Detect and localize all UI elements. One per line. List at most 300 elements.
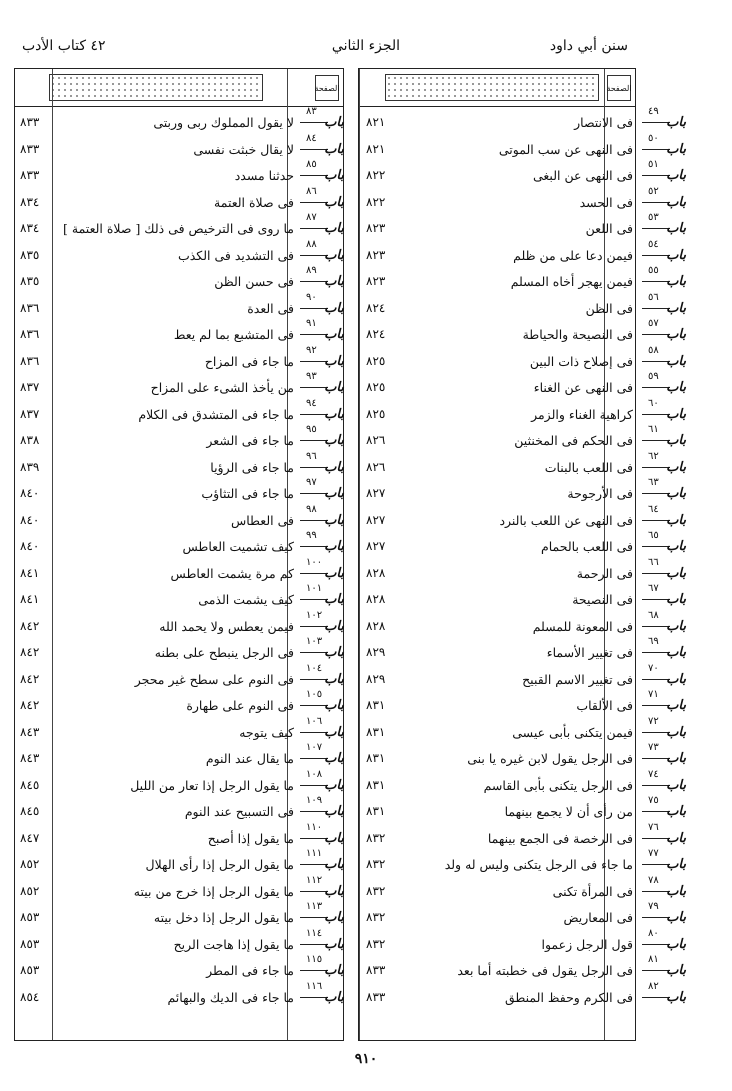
- page-ref: ٨٥٣: [20, 936, 40, 951]
- chapter-title: ما يقول إذا هاجت الريح: [173, 936, 294, 952]
- bab-word: باب: [324, 751, 344, 766]
- chapter-number: ١١٣: [306, 901, 323, 912]
- chapter-title: كراهية الغناء والزمر: [531, 406, 633, 422]
- bab-word: باب: [324, 247, 344, 263]
- chapter-row: [14, 795, 356, 828]
- bab-word: باب: [666, 512, 686, 528]
- bab-word: باب: [666, 592, 686, 607]
- chapter-title: فى الحكم فى المخنثين: [514, 433, 633, 448]
- chapter-title: ما يقول الرجل إذا تعار من الليل: [130, 777, 294, 793]
- chapter-number: ٥٧: [648, 318, 659, 329]
- bab-word: باب: [666, 459, 686, 475]
- chapter-number: ٧٣: [648, 742, 659, 753]
- chapter-number: ١١٥: [306, 954, 323, 965]
- bab-word: باب: [666, 141, 686, 157]
- bab-word: باب: [666, 724, 686, 740]
- chapter-number: ٩٣: [306, 371, 317, 382]
- chapter-number: ٧٩: [648, 901, 659, 912]
- bab-word: باب: [324, 539, 344, 554]
- chapter-title: كيف يشمت الذمى: [198, 592, 294, 607]
- chapter-number: ١٠٣: [306, 636, 323, 647]
- chapter-row: [14, 238, 356, 272]
- chapter-number: ٥٩: [648, 371, 659, 382]
- chapter-title: فى الرجل يقول لابن غيره يا بنى: [467, 751, 633, 766]
- chapter-row: [14, 609, 356, 643]
- bab-word: باب: [666, 777, 686, 793]
- page-ref: ٨٣٣: [366, 989, 386, 1004]
- chapter-number: ٧١: [648, 689, 659, 700]
- chapter-row: [358, 901, 716, 934]
- bab-word: باب: [666, 406, 686, 422]
- chapter-title: فى صلاة العتمة: [214, 194, 294, 210]
- page-ref: ٨٤٢: [20, 618, 40, 633]
- chapter-title: ما جاء فى المطر: [206, 963, 294, 978]
- bab-word: باب: [666, 751, 686, 766]
- chapter-number: ٨٣: [306, 106, 317, 117]
- chapter-number: ١٠٤: [306, 662, 323, 674]
- page-ref: ٨٢٣: [366, 221, 386, 235]
- bab-word: باب: [324, 830, 344, 846]
- chapter-number: ١٠٦: [306, 715, 323, 727]
- chapter-title: فى تغيير الاسم القبيح: [522, 671, 633, 687]
- page-ref: ٨٣١: [366, 698, 386, 712]
- chapter-row: [14, 318, 356, 351]
- chapter-number: ٥٥: [648, 265, 659, 276]
- chapter-row: [14, 185, 356, 219]
- page-ref: ٨٢٧: [366, 539, 386, 553]
- chapter-number: ٨٩: [306, 265, 317, 276]
- chapter-number: ٨٦: [306, 185, 317, 197]
- bab-word: باب: [324, 194, 344, 210]
- chapter-title: فيمن يهجر أخاه المسلم: [510, 274, 633, 289]
- chapter-number: ٩٩: [306, 530, 317, 541]
- dotted-header-band: [385, 74, 599, 101]
- bab-word: باب: [666, 883, 686, 899]
- chapter-number: ٧٦: [648, 821, 659, 833]
- bab-word: باب: [324, 698, 344, 713]
- page-ref: ٨٢٤: [366, 327, 386, 341]
- bab-word: باب: [324, 353, 344, 369]
- chapter-number: ٥٦: [648, 291, 659, 303]
- chapter-row: [358, 609, 716, 643]
- chapter-row: [14, 265, 356, 298]
- page-ref: ٨٣١: [366, 751, 386, 765]
- chapter-title: فى النهى عن اللعب بالنرد: [499, 512, 633, 528]
- chapter-row: [358, 848, 716, 881]
- chapter-title: فى النهى عن سب الموتى: [498, 141, 633, 157]
- chapter-number: ٦٤: [648, 503, 659, 515]
- page-ref: ٨٣٣: [20, 141, 40, 156]
- chapter-number: ٥٤: [648, 238, 659, 250]
- chapter-title: ما يقال عند النوم: [205, 751, 294, 766]
- page-ref: ٨٤١: [20, 592, 40, 606]
- chapter-number: ٨١: [648, 954, 659, 965]
- page-ref: ٨٣٣: [20, 168, 40, 182]
- page-ref: ٨٤٠: [20, 539, 40, 553]
- chapter-number: ٩٧: [306, 477, 317, 488]
- chapter-title: ما يقول الرجل إذا دخل بيته: [153, 910, 294, 925]
- bab-word: باب: [324, 989, 344, 1005]
- page-ref: ٨٣٢: [366, 936, 386, 951]
- chapter-title: فى العدة: [247, 300, 294, 316]
- page-number: ٩١٠: [354, 1051, 378, 1067]
- chapter-title: من يأخذ الشىء على المزاح: [150, 380, 294, 395]
- chapter-number: ٦١: [648, 424, 659, 435]
- page-ref: ٨٢٣: [366, 274, 386, 288]
- bab-label: [300, 980, 344, 1010]
- page-ref: ٨٣٦: [20, 300, 40, 315]
- bab-word: باب: [324, 327, 344, 342]
- chapter-row: [14, 212, 356, 245]
- chapter-title: فيمن دعا على من ظلم: [513, 247, 633, 263]
- chapter-row: [14, 132, 356, 166]
- chapter-row: [14, 477, 356, 510]
- chapter-number: ١١٠: [306, 821, 323, 833]
- chapter-row: [14, 397, 356, 431]
- page-ref: ٨٤١: [20, 565, 40, 580]
- page-ref: ٨٢٣: [366, 247, 386, 262]
- chapter-row: [358, 238, 716, 272]
- bab-word: باب: [324, 645, 344, 660]
- chapter-number: ٦٠: [648, 397, 659, 409]
- page-ref: ٨٢٦: [366, 433, 386, 447]
- bab-word: باب: [666, 539, 686, 554]
- page-ref: ٨٣٧: [20, 406, 40, 421]
- chapter-row: [358, 874, 716, 908]
- chapter-number: ١٠٨: [306, 768, 323, 780]
- chapter-title: فى النهى عن الغناء: [533, 380, 633, 395]
- right-panel-header: [359, 69, 635, 107]
- page-ref: ٨٣٩: [20, 459, 40, 474]
- chapter-row: [358, 636, 716, 669]
- page-ref: ٨٢٩: [366, 645, 386, 659]
- page-ref: ٨٣٦: [20, 353, 40, 368]
- chapter-row: [358, 556, 716, 590]
- chapter-number: ٦٧: [648, 583, 659, 594]
- chapter-title: فى الظن: [585, 300, 633, 316]
- chapter-title: ما جاء فى الشعر: [206, 433, 294, 448]
- chapter-row: [14, 371, 356, 404]
- chapter-row: [14, 291, 356, 325]
- chapter-title: حدثنا مسدد: [234, 168, 294, 183]
- page-ref: ٨٢٨: [366, 565, 386, 580]
- chapter-row: [14, 424, 356, 457]
- chapter-title: فى الرجل ينبطح على بطنه: [154, 645, 294, 660]
- page-ref: ٨٤٠: [20, 486, 40, 500]
- chapter-title: ما جاء فى الرؤيا: [210, 459, 294, 475]
- chapter-row: [14, 450, 356, 484]
- chapter-row: [358, 583, 716, 616]
- chapter-number: ١١١: [306, 848, 323, 859]
- page-ref: ٨٤٢: [20, 671, 40, 686]
- page-ref: ٨٤٣: [20, 751, 40, 765]
- bab-word: باب: [324, 300, 344, 316]
- chapter-number: ١١٤: [306, 927, 323, 939]
- chapter-number: ٨٠: [648, 927, 659, 939]
- chapter-number: ٩٦: [306, 450, 317, 462]
- chapter-row: [358, 530, 716, 563]
- chapter-number: ٧٢: [648, 715, 659, 727]
- chapter-number: ٩٥: [306, 424, 317, 435]
- page-ref: ٨٤٧: [20, 830, 40, 845]
- chapter-title: فى المرأة تكنى: [552, 883, 633, 899]
- chapter-title: فيمن يتكنى بأبى عيسى: [512, 724, 633, 740]
- chapter-title: ما جاء فى المتشدق فى الكلام: [138, 406, 294, 422]
- chapter-number: ١٠١: [306, 583, 323, 594]
- chapter-title: فى المعاريض: [563, 910, 633, 925]
- page-ref: ٨٥٢: [20, 857, 40, 871]
- bab-word: باب: [666, 380, 686, 395]
- chapter-number: ٥٣: [648, 212, 659, 223]
- chapter-row: [358, 185, 716, 219]
- page-ref: ٨٢٨: [366, 592, 386, 606]
- chapter-number: ٧٤: [648, 768, 659, 780]
- chapter-title: كم مرة يشمت العاطس: [170, 565, 294, 581]
- chapter-row: [358, 980, 716, 1014]
- chapter-title: من رأى أن لا يجمع بينهما: [504, 804, 633, 819]
- chapter-title: فى الرخصة فى الجمع بينهما: [487, 830, 633, 846]
- chapter-row: [358, 397, 716, 431]
- page-ref: ٨٣٨: [20, 433, 40, 447]
- chapter-title: فى تغيير الأسماء: [546, 645, 633, 660]
- bab-word: باب: [666, 194, 686, 210]
- page-ref: ٨٣٤: [20, 194, 40, 209]
- chapter-row: [14, 636, 356, 669]
- bab-word: باب: [324, 141, 344, 157]
- page-ref: ٨٤٣: [20, 724, 40, 739]
- bab-word: باب: [324, 857, 344, 872]
- chapter-number: ١٠٧: [306, 742, 323, 753]
- page-column-caption: الصفحة: [315, 75, 339, 101]
- bab-word: باب: [324, 963, 344, 978]
- page-ref: ٨٥٣: [20, 910, 40, 924]
- chapter-title: فى النصيحة والحياطة: [522, 327, 633, 342]
- chapter-number: ٩١: [306, 318, 317, 329]
- chapter-number: ٤٩: [648, 106, 659, 117]
- dotted-header-band: [49, 74, 263, 101]
- page-ref: ٨٥٣: [20, 963, 40, 977]
- chapter-title: ما يقول الرجل إذا رأى الهلال: [145, 857, 294, 872]
- bab-word: باب: [324, 221, 344, 236]
- bab-label: [642, 980, 686, 1010]
- page-ref: ٨٣٢: [366, 830, 386, 845]
- page-ref: ٨٣٢: [366, 883, 386, 898]
- chapter-title: لا يقول المملوك ربى وربتى: [153, 115, 294, 130]
- chapter-row: [14, 530, 356, 563]
- chapter-title: ما يقول إذا أصبح: [207, 830, 294, 846]
- chapter-number: ٥١: [648, 159, 659, 170]
- chapter-row: [14, 901, 356, 934]
- chapter-row: [14, 742, 356, 775]
- chapter-row: [358, 291, 716, 325]
- chapter-row: [14, 159, 356, 192]
- chapter-title: فى اللعب بالبنات: [544, 459, 633, 475]
- bab-word: باب: [324, 883, 344, 899]
- chapter-number: ٥٢: [648, 185, 659, 197]
- chapter-row: [358, 344, 716, 378]
- bab-word: باب: [324, 671, 344, 687]
- chapter-title: فى النوم على سطح غير محجر: [134, 671, 294, 687]
- chapter-title: ما روى فى الترخيص فى ذلك [ صلاة العتمة ]: [63, 221, 294, 236]
- chapter-title: فى الحسد: [579, 194, 633, 210]
- page-ref: ٨٤٥: [20, 777, 40, 792]
- chapter-row: [358, 159, 716, 192]
- page-ref: ٨٢٦: [366, 459, 386, 474]
- bab-word: باب: [324, 565, 344, 581]
- bab-word: باب: [666, 115, 686, 130]
- chapter-row: [14, 662, 356, 696]
- chapter-title: ما جاء فى التثاؤب: [201, 486, 294, 501]
- bab-word: باب: [666, 857, 686, 872]
- chapter-title: فى العطاس: [230, 512, 294, 528]
- chapter-row: [358, 450, 716, 484]
- chapter-row: [358, 768, 716, 802]
- chapter-number: ٦٨: [648, 609, 659, 621]
- chapter-row: [14, 927, 356, 961]
- chapter-row: [14, 556, 356, 590]
- chapter-number: ٥٠: [648, 132, 659, 144]
- bab-word: باب: [324, 486, 344, 501]
- chapter-number: ٩٠: [306, 291, 317, 303]
- page-ref: ٨٢٥: [366, 380, 386, 394]
- chapter-number: ٧٥: [648, 795, 659, 806]
- chapter-title: قول الرجل زعموا: [541, 936, 633, 952]
- bab-word: باب: [666, 830, 686, 846]
- chapter-title: لا يقال خبثت نفسى: [193, 141, 294, 157]
- page-ref: ٨٢٤: [366, 300, 386, 315]
- chapter-number: ١١٦: [306, 980, 323, 992]
- chapter-row: [14, 715, 356, 749]
- chapter-row: [358, 212, 716, 245]
- bab-word: باب: [666, 353, 686, 369]
- page-ref: ٨٣٦: [20, 327, 40, 341]
- bab-word: باب: [666, 936, 686, 952]
- chapter-row: [14, 954, 356, 987]
- chapter-title: كيف تشميت العاطس: [182, 539, 294, 554]
- chapter-row: [358, 265, 716, 298]
- page-ref: ٨٣١: [366, 804, 386, 818]
- chapter-number: ١١٢: [306, 874, 323, 886]
- bab-word: باب: [666, 327, 686, 342]
- chapter-row: [358, 318, 716, 351]
- page-ref: ٨٢٩: [366, 671, 386, 686]
- chapter-row: [14, 980, 356, 1014]
- chapter-number: ٩٢: [306, 344, 317, 356]
- chapter-row: [358, 477, 716, 510]
- chapter-number: ٨٨: [306, 238, 317, 250]
- bab-word: باب: [324, 115, 344, 130]
- chapter-number: ٦٦: [648, 556, 659, 568]
- chapter-number: ١٠٠: [306, 556, 323, 568]
- chapter-number: ٨٥: [306, 159, 317, 170]
- chapter-title: فى التشديد فى الكذب: [177, 247, 294, 263]
- page-ref: ٨٤٠: [20, 512, 40, 527]
- bab-word: باب: [324, 618, 344, 634]
- chapter-number: ٨٤: [306, 132, 317, 144]
- chapter-row: [358, 715, 716, 749]
- chapter-row: [14, 821, 356, 855]
- chapter-row: [14, 583, 356, 616]
- bab-word: باب: [666, 247, 686, 263]
- chapter-number: ٧٨: [648, 874, 659, 886]
- page-ref: ٨٣٥: [20, 274, 40, 288]
- bab-word: باب: [666, 910, 686, 925]
- chapter-row: [14, 689, 356, 722]
- bab-word: باب: [324, 168, 344, 183]
- bab-word: باب: [666, 989, 686, 1005]
- page-ref: ٨٢١: [366, 141, 386, 156]
- page-ref: ٨٣٣: [366, 963, 386, 977]
- chapter-row: [14, 874, 356, 908]
- page-ref: ٨٤٢: [20, 698, 40, 712]
- chapter-number: ٦٩: [648, 636, 659, 647]
- chapter-title: فى إصلاح ذات البين: [529, 353, 633, 369]
- bab-word: باب: [666, 168, 686, 183]
- chapter-number: ٩٨: [306, 503, 317, 515]
- bab-word: باب: [666, 698, 686, 713]
- chapter-number: ٨٧: [306, 212, 317, 223]
- chapter-title: ما جاء فى الرجل يتكنى وليس له ولد: [444, 857, 633, 872]
- bab-word: باب: [666, 963, 686, 978]
- chapter-title: فى النهى عن البغى: [532, 168, 633, 183]
- page-ref: ٨٢٧: [366, 486, 386, 500]
- chapter-number: ٦٥: [648, 530, 659, 541]
- chapter-row: [14, 503, 356, 537]
- chapter-title: فى الألقاب: [576, 698, 633, 713]
- page-ref: ٨٥٤: [20, 989, 40, 1004]
- bab-word: باب: [324, 406, 344, 422]
- chapter-number: ١٠٢: [306, 609, 323, 621]
- bab-word: باب: [666, 221, 686, 236]
- book-title: سنن أبي داود: [549, 38, 628, 54]
- chapter-number: ٧٧: [648, 848, 659, 859]
- bab-word: باب: [324, 936, 344, 952]
- page-ref: ٨٣٢: [366, 857, 386, 871]
- chapter-row: [358, 424, 716, 457]
- bab-word: باب: [324, 777, 344, 793]
- chapter-title: فى اللعب بالحمام: [540, 539, 633, 554]
- page-ref: ٨٤٥: [20, 804, 40, 818]
- page-ref: ٨٢٥: [366, 406, 386, 421]
- bab-word: باب: [666, 618, 686, 634]
- chapter-title: كيف يتوجه: [239, 724, 294, 740]
- chapter-title: فى اللعن: [585, 221, 633, 236]
- chapter-title: فى النصيحة: [572, 592, 633, 607]
- chapter-row: [14, 344, 356, 378]
- page-ref: ٨٣١: [366, 777, 386, 792]
- bab-word: باب: [324, 433, 344, 448]
- chapter-title: فى حسن الظن: [214, 274, 294, 289]
- chapter-title: فى الكرم وحفظ المنطق: [504, 989, 633, 1005]
- chapter-number: ١٠٩: [306, 795, 323, 806]
- chapter-number: ٦٢: [648, 450, 659, 462]
- page-ref: ٨٥٢: [20, 883, 40, 898]
- page-ref: ٨٢٢: [366, 168, 386, 182]
- bab-word: باب: [666, 274, 686, 289]
- chapter-row: [358, 821, 716, 855]
- chapter-row: [358, 371, 716, 404]
- bab-word: باب: [324, 512, 344, 528]
- chapter-row: [358, 927, 716, 961]
- chapter-number: ٩٤: [306, 397, 317, 409]
- chapter-title: فى الرحمة: [576, 565, 633, 581]
- page-ref: ٨٢٨: [366, 618, 386, 633]
- chapter-row: [358, 742, 716, 775]
- bab-word: باب: [666, 671, 686, 687]
- chapter-row: [14, 848, 356, 881]
- bab-word: باب: [324, 274, 344, 289]
- chapter-title: فى الرجل يتكنى بأبى القاسم: [483, 777, 633, 793]
